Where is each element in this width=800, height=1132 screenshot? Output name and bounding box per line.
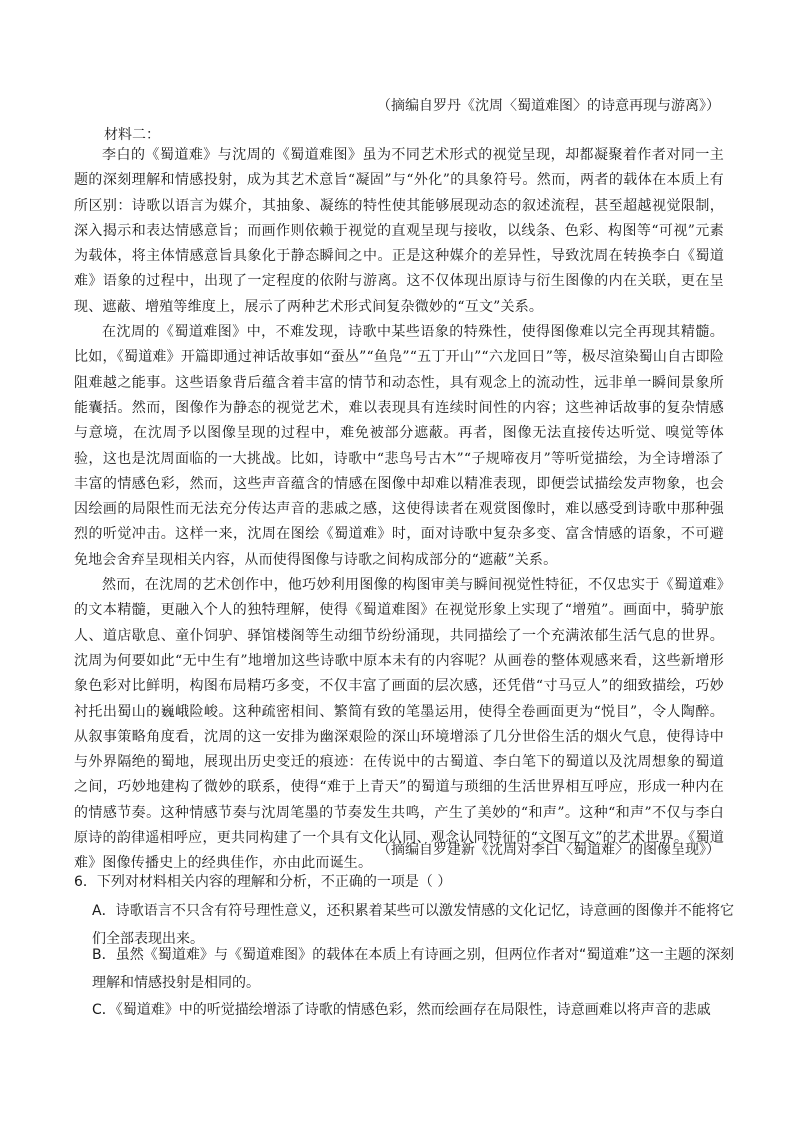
material-1-source-citation: （摘编自罗丹《沈周〈蜀道难图〉的诗意再现与游离》） [377,98,720,114]
question-6-stem: 6．下列对材料相关内容的理解和分析，不正确的一项是（ ） [74,874,452,890]
paragraph-2: 在沈周的《蜀道难图》中，不难发现，诗歌中某些语象的特殊性，使得图像难以完全再现其精髓。比如，《蜀道难》开篇即通过神话故事如“蚕丛”“鱼凫”“五丁开山”“六龙回日”等，极尽渲染蜀山自古即险阻难越之能事。这些语象背后蕴含着丰富的情节和动态性，具有观念上的流动性，远非单一瞬间景象所能囊括。然而，图像作为静态的视觉艺术，难以表现具有连续时间性的内容；这些神话故事的复杂情感与意境，在沈周予以图像呈现的过程中，难免被部分遮蔽。再者，图像无法直接传达听觉、嗅觉等体验，这也是沈周面临的一大挑战。比如，诗歌中“悲鸟号古木”“子规啼夜月”等听觉描绘，为全诗增添了丰富的情感色彩，然而，这些声音蕴含的情感在图像中却难以精准表现，即便尝试描绘发声物象，也会因绘画的局限性而无法充分传达声音的悲戚之感，这使得读者在观赏图像时，难以感受到诗歌中那种强烈的听觉冲击。这样一来，沈周在图绘《蜀道难》时，面对诗歌中复杂多变、富含情感的语象，不可避免地会舍弃呈现相关内容，从而使得图像与诗歌之间构成部分的“遮蔽”关系。 [74,324,724,568]
material-2-source-citation: （摘编自罗建新《沈周对李白〈蜀道难〉的图像呈现》） [377,842,720,858]
paragraph-1: 李白的《蜀道难》与沈周的《蜀道难图》虽为不同艺术形式的视觉呈现，却都凝聚着作者对同一主题的深刻理解和情感投射，成为其艺术意旨“凝固”与“外化”的具象符号。然而，两者的载体在本质上有所区别：诗歌以语言为媒介，其抽象、凝练的特性使其能够展现动态的叙述流程，甚至超越视觉限制，深入揭示和表达情感意旨；而画作则依赖于视觉的直观呈现与接收，以线条、色彩、构图等“可视”元素为载体，将主体情感意旨具象化于静态瞬间之中。正是这种媒介的差异性，导致沈周在转换李白《蜀道难》语象的过程中，出现了一定程度的依附与游离。这不仅体现出原诗与衍生图像的内在关联，更在呈现、遮蔽、增殖等维度上，展示了两种艺术形式间复杂微妙的“互文”关系。 [74,147,724,315]
paragraph-3: 然而，在沈周的艺术创作中，他巧妙利用图像的构图审美与瞬间视觉性特征，不仅忠实于《蜀道难》的文本精髓，更融入个人的独特理解，使得《蜀道难图》在视觉形象上实现了“增殖”。画面中，骑驴旅人、道店歇息、童仆饲驴、驿馆楼阁等生动细节纷纷涌现，共同描绘了一个充满浓郁生活气息的世界。沈周为何要如此“无中生有”地增加这些诗歌中原本未有的内容呢？从画卷的整体观感来看，这些新增形象色彩对比鲜明，构图布局精巧多变，不仅丰富了画面的层次感，还凭借“寸马豆人”的细致描绘，巧妙衬托出蜀山的巍峨险峻。这种疏密相间、繁简有致的笔墨运用，使得全卷画面更为“悦目”，令人陶醉。从叙事策略角度看，沈周的这一安排为幽深艰险的深山环境增添了几分世俗生活的烟火气息，使得诗中与外界隔绝的蜀地，展现出历史变迁的痕迹：在传说中的古蜀道、李白笔下的蜀道以及沈周想象的蜀道之间，巧妙地建构了微妙的联系，使得“难于上青天”的蜀道与琐细的生活世界相互呼应，形成一种内在的情感节奏。这种情感节奏与沈周笔墨的节奏发生共鸣，产生了美妙的“和声”。这种“和声”不仅与李白原诗的韵律遥相呼应，更共同构建了一个具有文化认同、观念认同特征的“文图互文”的艺术世界。《蜀道难》图像传播史上的经典佳作，亦由此而诞生。 [74,577,724,872]
material-2-heading: 材料二： [104,127,160,143]
option-c: C．《蜀道难》中的听觉描绘增添了诗歌的情感色彩，然而绘画存在局限性，诗意画难以将声音的悲戚 [92,1002,711,1018]
material-2-body [74,143,724,877]
option-b: B．虽然《蜀道难》与《蜀道难图》的载体在本质上有诗画之别，但两位作者对“蜀道难”这一主题的深刻理解和情感投射是相同的。 [92,947,734,991]
option-a: A．诗歌语言不只含有符号理性意义，还积累着某些可以激发情感的文化记忆，诗意画的图像并不能将它们全部表现出来。 [92,903,734,947]
